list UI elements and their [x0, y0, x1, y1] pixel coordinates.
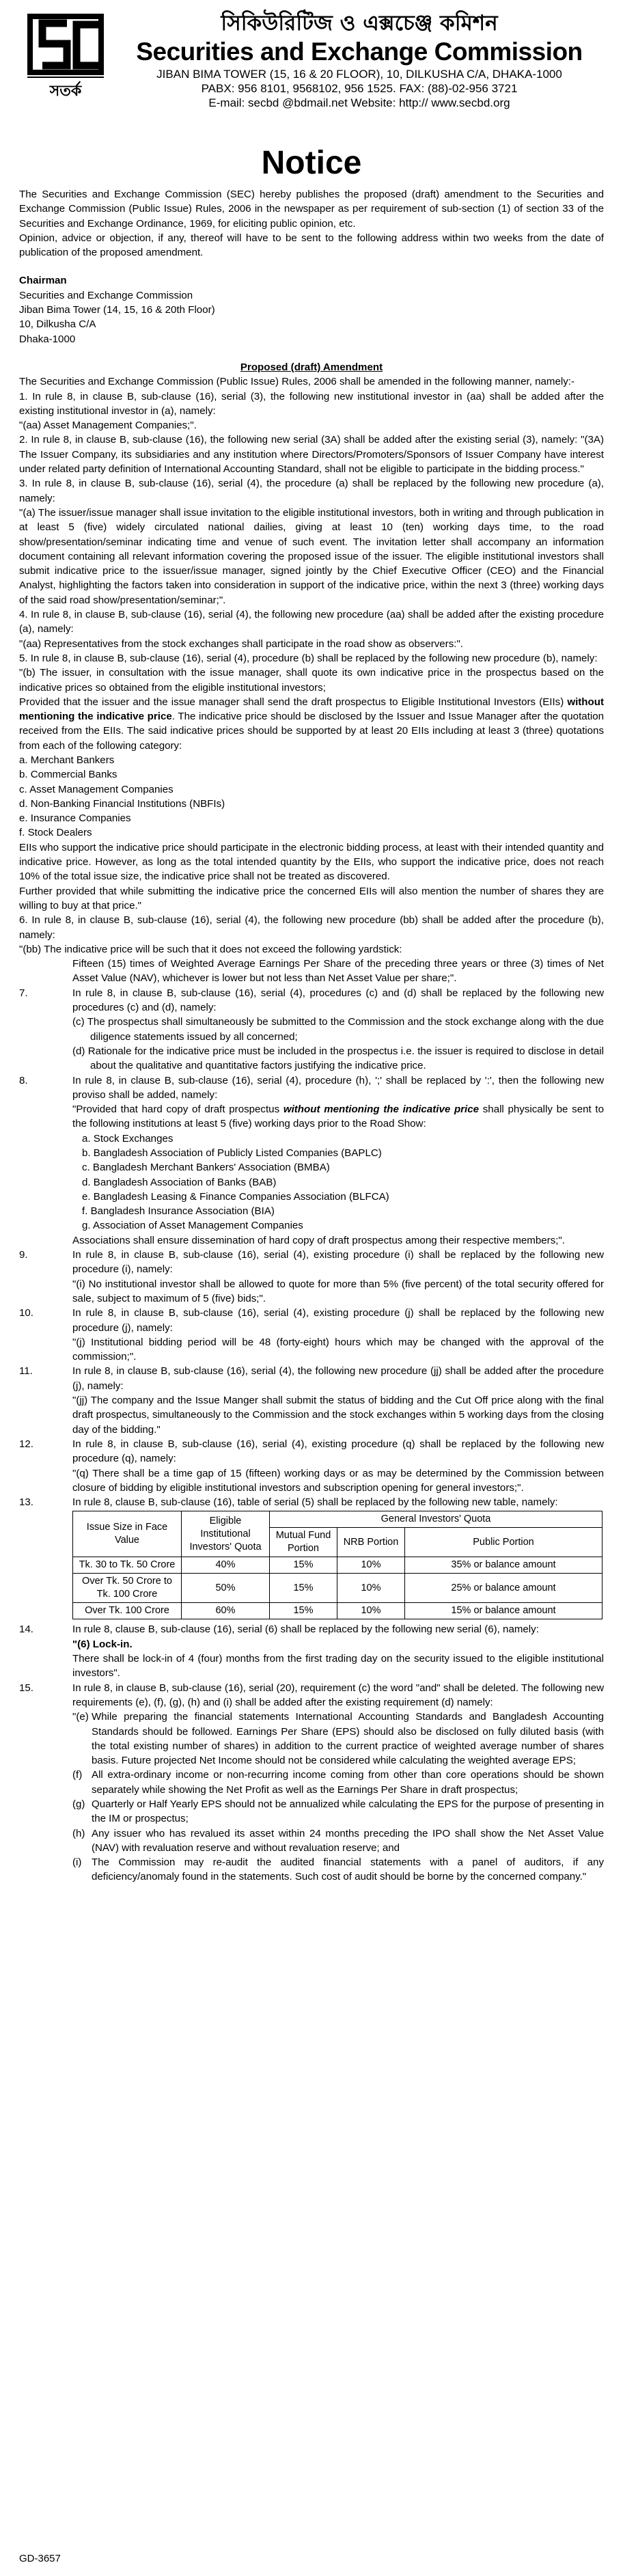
header-public: Public Portion — [405, 1528, 603, 1557]
item-6-quote: "(bb) The indicative price will be such that it does not exceed the following yardstick: — [19, 943, 402, 955]
item-7-c: (c) The prospectus shall simultaneously be submitted to the Commission and the stock exchange along with the due diligence statements issued by all concerned; — [72, 1016, 604, 1043]
list-item: d. Bangladesh Association of Banks (BAB) — [82, 1176, 277, 1188]
item-3: 3. In rule 8, in clause B, sub-clause (16), serial (4), the procedure (a) shall be replaced by the following new procedure (a), namely: — [19, 478, 604, 504]
opinion-paragraph: Opinion, advice or objection, if any, thereof will have to be sent to the following address within two weeks from the date of publication of the proposed amendment. — [19, 232, 604, 259]
contact-line: E-mail: secbd @bdmail.net Website: http:// www.secbd.org — [208, 96, 510, 109]
item-4: 4. In rule 8, in clause B, sub-clause (16), serial (4), the following new procedure (aa) shall be added after the existing procedure (a), namely: — [19, 609, 604, 635]
item-9-quote: "(i) No institutional investor shall be allowed to quote for more than 5% (five percent) of the total security offered for sale, subject to maximum of 5 (five) bids;". — [72, 1278, 604, 1304]
item-5-quote-4: Further provided that while submitting the indicative price the concerned EIIs will also mention the number of shares they are willing to buy at that price." — [19, 885, 604, 912]
item-2: 2. In rule 8, in clause B, sub-clause (16), the following new serial (3A) shall be added after the existing serial (3), namely: "(3A) The Issuer Company, its subsidiaries and any institution where Directors/Promoters/Sponsors of Issuer Company have interest under related party definition of International Accounting Standard, shall not be eligible to participate in the bidding process." — [19, 434, 604, 476]
emphasis-no-price: without mentioning the indicative price — [19, 696, 604, 723]
header-nrb: NRB Portion — [337, 1528, 405, 1557]
item-8-dissemination: Associations shall ensure dissemination of hard copy of draft prospectus among their respective members;". — [72, 1234, 565, 1246]
requirement-i: (i) The Commission may re-audit the audited financial statements with a panel of auditors, if any deficiency/anomaly found in the statements. Such cost of audit should be borne by the concerned company." — [72, 1856, 604, 1883]
list-item: c. Asset Management Companies — [19, 783, 174, 795]
requirement-e: "(e) While preparing the financial statements International Accounting Standards and Bangladesh Accounting Standards should be followed. Earnings Per Share (EPS) should also be disclosed on fully diluted basis (with the total existing number of shares) in addition to the current practice of weighted average number of shares basis. Future projected Net Income should not be considered while calculating the weighted average EPS; — [72, 1711, 604, 1767]
emphasis-no-price: without mentioning the indicative price — [283, 1104, 480, 1116]
item-15: 15. In rule 8, in clause B, sub-clause (16), serial (20), requirement (c) the word "and" shall be deleted. The following new requirements (e), (f), (g), (h) and (i) shall be added after the existing requirement (d) namely: "(e) While preparing the financial statements International Accounting Standards and Bangladesh Accounting Standards should be followed. Earnings Per Share (EPS) should also be disclosed on fully diluted basis (with the total existing number of shares) in addition to the current practice of weighted average number of shares basis. Future projected Net Income should not be considered while calculating the weighted average EPS; (f) All extra-ordinary income or non-recurring income coming from other than core operations should be shown separately while showing the Net Profit as well as the Earnings Per Share in draft prospectus; (g) Quarterly or Half Yearly EPS should not be annualized while calculating the EPS for the purpose of presenting in the IM or prospectus; (h) Any issuer who has revalued its asset within 24 months preceding the IPO shall show the Net Asset Value (NAV) with revaluation reserve and without revaluation reserve; and (i) The Commission may re-audit the audited financial statements with a panel of auditors, if any deficiency/anomaly found in the statements. Such cost of audit should be borne by the concerned company." — [19, 1681, 604, 1885]
quota-table — [72, 1511, 603, 1619]
item-14: 14. In rule 8, clause B, sub-clause (16), serial (6) shall be replaced by the following new serial (6), namely: "(6) Lock-in. There shall be lock-in of 4 (four) months from the first trading day on the security issued to the eligible institutional investors". — [19, 1622, 604, 1680]
institution-list — [72, 1132, 604, 1233]
list-item: a. Stock Exchanges — [82, 1132, 174, 1145]
item-10: 10. In rule 8, in clause B, sub-clause (16), serial (4), existing procedure (j) shall be replaced by the following new procedure (j), namely: "(j) Institutional bidding period will be 48 (forty-eight) hours which may be changed with the approval of the commission;". — [19, 1306, 604, 1364]
table-row: Over Tk. 100 Crore 60% 15% 10% 15% or balance amount — [73, 1603, 603, 1619]
header-issue-size: Issue Size in Face Value — [73, 1511, 182, 1557]
item-1-quote: "(aa) Asset Management Companies;". — [19, 420, 197, 432]
list-item: b. Bangladesh Association of Publicly Listed Companies (BAPLC) — [82, 1147, 382, 1159]
item-5-quote-3: EIIs who support the indicative price should participate in the electronic bidding process, at least with their intended quantity and indicative price. However, as long as the total intended quantity by the EIIs, who support the indicative price, does not reach 10% of the total issue size, the indicative price shall not be treated as discovered. — [19, 841, 604, 883]
intro-paragraph: The Securities and Exchange Commission (SEC) hereby publishes the proposed (draft) amendment to the Securities and Exchange Commission (Public Issue) Rules, 2006 in the newspaper as per requirement of sub-section (1) of section 33 of the Securities and Exchange Ordinance, 1969, for eliciting public opinion, etc. — [19, 189, 604, 230]
logo-caption: সতর্ক — [49, 83, 82, 100]
item-1: 1. In rule 8, in clause B, sub-clause (16), serial (3), the following new institutional investor in (aa) shall be added after the existing institutional investor in (a), namely: — [19, 390, 604, 417]
item-9: 9. In rule 8, in clause B, sub-clause (16), serial (4), existing procedure (i) shall be replaced by the following new procedure (i), namely: "(i) No institutional investor shall be allowed to quote for more than 5% (five percent) of the total security offered for sale, subject to maximum of 5 (five) bids;". — [19, 1248, 604, 1306]
list-item: g. Association of Asset Management Companies — [82, 1220, 303, 1232]
amendment-intro: The Securities and Exchange Commission (Public Issue) Rules, 2006 shall be amended in the following manner, namely:- — [19, 376, 574, 388]
header-mutual-fund: Mutual Fund Portion — [270, 1528, 337, 1557]
header-eligible-quota: Eligible Institutional Investors' Quota — [182, 1511, 270, 1557]
letterhead — [19, 10, 604, 143]
item-7: 7. In rule 8, in clause B, sub-clause (16), serial (4), procedures (c) and (d) shall be replaced by the following new procedures (c) and (d), namely: (c) The prospectus shall simultaneously be submitted to the Commission and the stock exchange along with the due diligence statements issued by all concerned; (d) Rationale for the indicative price must be included in the prospectus i.e. the issuer is required to disclose in detail about the qualitative and quantitative factors justifying the indicative price. — [19, 986, 604, 1073]
item-10-quote: "(j) Institutional bidding period will be 48 (forty-eight) hours which may be changed with the approval of the commission;". — [72, 1336, 604, 1363]
addressee-role: Chairman — [19, 275, 67, 287]
list-item: d. Non-Banking Financial Institutions (NBFIs) — [19, 797, 225, 810]
item-7-d: (d) Rationale for the indicative price must be included in the prospectus i.e. the issuer is required to disclose in detail about the qualitative and quantitative factors justifying the indicative price. — [72, 1045, 604, 1072]
item-12: 12. In rule 8, in clause B, sub-clause (16), serial (4), existing procedure (q) shall be replaced by the following new procedure (q), namely: "(q) There shall be a time gap of 15 (fifteen) working days or as may be determined by the Commission between closure of bidding by eligible institutional investors and subscription opening for general investors;". — [19, 1437, 604, 1495]
sec-logo — [27, 14, 104, 100]
addressee-street: 10, Dilkusha C/A — [19, 318, 96, 331]
item-11-quote: "(jj) The company and the Issue Manger shall submit the status of bidding and the Cut Off price along with the final draft prospectus, simultaneously to the Commission and the stock exchanges within 5 working days from the closing day of the bidding." — [72, 1395, 604, 1436]
lock-in-text: There shall be lock-in of 4 (four) months from the first trading day on the security issued to the eligible institutional investors". — [72, 1653, 604, 1680]
bangla-title: সিকিউরিটিজ ও এক্সচেঞ্জ কমিশন — [221, 11, 498, 36]
list-item: b. Commercial Banks — [19, 769, 117, 781]
item-5-quote-2: Provided that the issuer and the issue manager shall send the draft prospectus to Eligible Institutional Investors (EIIs) without mentioning the indicative price. The indicative price should be disclosed by the Issuer and Issue Manager after the quotation received from the EIIs. The said indicative prices should be supported by at least 20 EIIs including at least 3 (three) quotations from each of the following category: — [19, 696, 604, 752]
item-3-quote: "(a) The issuer/issue manager shall issue invitation to the eligible institutional investors, both in writing and through publication in at least 5 (five) widely circulated national dailies, giving at least 10 (ten) working days time, to the road show/presentation/seminar indicating time and venue of such event. The invitation letter shall accompany an information document containing all relevant information covering the proposed issue of the issuer. The eligible institutional investors shall submit indicative price to the issuer/issue manager, signed jointly by the Chief Executive Officer (CEO) and the Financial Analyst, highlighting the factors taken into consideration in support of the indicative price, within the next 3 (three) working days of the said road show/presentation/seminar;". — [19, 506, 604, 606]
item-13: 13. In rule 8, clause B, sub-clause (16), table of serial (5) shall be replaced by the following new table, namely: — [19, 1496, 558, 1509]
table-row: Over Tk. 50 Crore to Tk. 100 Crore 50% 15% 10% 25% or balance amount — [73, 1574, 603, 1603]
notice-page — [19, 0, 604, 2564]
address-line: JIBAN BIMA TOWER (15, 16 & 20 FLOOR), 10, DILKUSHA C/A, DHAKA-1000 — [156, 68, 562, 81]
list-item: a. Merchant Bankers — [19, 754, 115, 766]
table-row: Tk. 30 to Tk. 50 Crore 40% 15% 10% 35% or balance amount — [73, 1557, 603, 1574]
item-11: 11. In rule 8, in clause B, sub-clause (16), serial (4), the following new procedure (jj) shall be added after the procedure (j), namely: "(jj) The company and the Issue Manger shall submit the status of bidding and the Cut Off price along with the final draft prospectus, simultaneously to the Commission and the stock exchanges within 5 working days from the closing day of the bidding." — [19, 1364, 604, 1436]
notice-heading: Notice — [261, 145, 362, 181]
gd-code: GD-3657 — [19, 2553, 61, 2564]
requirement-f: (f) All extra-ordinary income or non-recurring income coming from other than core operations should be shown separately while showing the Net Profit as well as the Earnings Per Share in draft prospectus; — [72, 1769, 604, 1796]
list-item: e. Bangladesh Leasing & Finance Companies Association (BLFCA) — [82, 1190, 389, 1203]
item-8: 8. In rule 8, in clause B, sub-clause (16), serial (4), procedure (h), ';' shall be replaced by ':', then the following new proviso shall be added, namely: "Provided that hard copy of draft prospectus without mentioning the indicative price shall physically be sent to the following institutions at least 5 (five) working days prior to the Road Show: a. Stock Exchanges b. Bangladesh Association of Publicly Listed Companies (BAPLC) c. Bangladesh Merchant Bankers' Association (BMBA) d. Bangladesh Association of Banks (BAB) e. Bangladesh Leasing & Finance Companies Association (BLFCA) f. Bangladesh Insurance Association (BIA) g. Association of Asset Management Companies Associations shall ensure dissemination of hard copy of draft prospectus among their respective members;". — [19, 1073, 604, 1248]
requirement-h: (h) Any issuer who has revalued its asset within 24 months preceding the IPO shall show the Net Asset Value (NAV) with revaluation reserve and without revaluation reserve; and — [72, 1827, 604, 1854]
list-item: f. Bangladesh Insurance Association (BIA) — [82, 1205, 275, 1218]
lock-in-heading: "(6) Lock-in. — [72, 1638, 133, 1650]
item-12-quote: "(q) There shall be a time gap of 15 (fifteen) working days or as may be determined by the Commission between closure of bidding by eligible institutional investors and subscription opening for general investors;". — [72, 1467, 604, 1494]
requirement-g: (g) Quarterly or Half Yearly EPS should not be annualized while calculating the EPS for the purpose of presenting in the IM or prospectus; — [72, 1798, 604, 1825]
item-8-quote: "Provided that hard copy of draft prospectus without mentioning the indicative price shall physically be sent to the following institutions at least 5 (five) working days prior to the Road Show: — [72, 1104, 604, 1130]
addressee-org: Securities and Exchange Commission — [19, 289, 193, 301]
item-6: 6. In rule 8, in clause B, sub-clause (16), serial (4), the following new procedure (bb) shall be added after the procedure (b), namely: — [19, 914, 604, 941]
addressee-city: Dhaka-1000 — [19, 333, 76, 345]
english-title: Securities and Exchange Commission — [136, 38, 583, 66]
header-general-quota: General Investors' Quota — [270, 1511, 603, 1528]
table-header-row — [73, 1511, 603, 1528]
item-6-yardstick: Fifteen (15) times of Weighted Average Earnings Per Share of the preceding three years or three (3) times of Net Asset Value (NAV), whichever is lower but not less than Net Asset Value per share;". — [72, 958, 604, 985]
item-5: 5. In rule 8, in clause B, sub-clause (16), serial (4), procedure (b) shall be replaced by the following new procedure (b), namely: — [19, 652, 598, 664]
item-5-quote-1: "(b) The issuer, in consultation with the issue manager, shall quote its own indicative price in the prospectus based on the indicative prices so obtained from the eligible institutional investors; — [19, 667, 604, 694]
list-item: c. Bangladesh Merchant Bankers' Association (BMBA) — [82, 1162, 330, 1174]
letterhead-text — [115, 10, 604, 110]
list-item: e. Insurance Companies — [19, 812, 131, 825]
list-item: f. Stock Dealers — [19, 827, 92, 839]
addressee-building: Jiban Bima Tower (14, 15, 16 & 20th Floor) — [19, 304, 215, 316]
amendment-title: Proposed (draft) Amendment — [240, 361, 383, 373]
eii-category-list — [19, 753, 604, 840]
phone-line: PABX: 956 8101, 9568102, 956 1525. FAX: (88)-02-956 3721 — [201, 82, 518, 95]
item-4-quote: "(aa) Representatives from the stock exchanges shall participate in the road show as observers:". — [19, 638, 464, 650]
